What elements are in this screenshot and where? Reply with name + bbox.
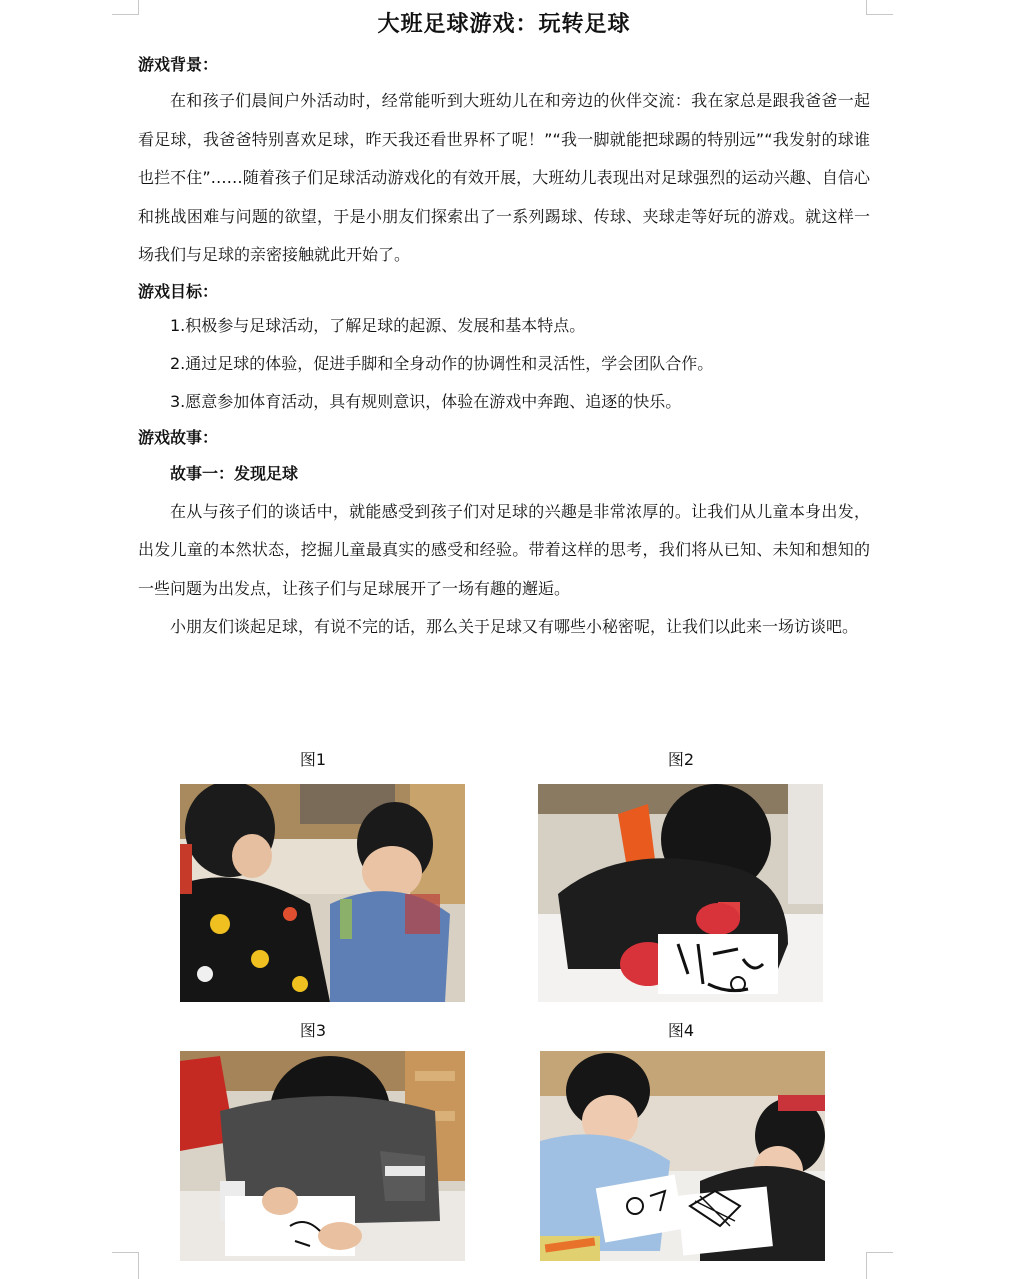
figure-1-photo: [180, 784, 465, 1002]
figure-2-caption: 图2: [667, 750, 695, 769]
goal-item-1: 1.积极参与足球活动，了解足球的起源、发展和基本特点。: [170, 315, 586, 335]
figure-3-caption: 图3: [299, 1021, 327, 1040]
story-paragraph-2: 小朋友们谈起足球，有说不完的话，那么关于足球又有哪些小秘密呢，让我们以此来一场访谈吧。: [170, 617, 859, 636]
crop-mark-top-right: [866, 0, 893, 15]
story-subheading: 故事一：发现足球: [170, 463, 299, 483]
goals-heading: 游戏目标：: [138, 281, 219, 301]
page-title: 大班足球游戏：玩转足球: [377, 12, 631, 37]
crop-mark-top-left: [112, 0, 139, 15]
background-paragraph: 在和孩子们晨间户外活动时，经常能听到大班幼儿在和旁边的伙伴交流：我在家总是跟我爸爸一起看足球，我爸爸特别喜欢足球，昨天我还看世界杯了呢！”“我一脚就能把球踢的特别远”“我发射的球谁也拦不住”……随着孩子们足球活动游戏化的有效开展，大班幼儿表现出对足球强烈的运动兴趣、自信心和挑战困难与问题的欲望，于是小朋友们探索出了一系列踢球、传球、夹球走等好玩的游戏。就这样一场我们与足球的亲密接触就此开始了。: [138, 91, 870, 264]
figure-2-photo: [538, 784, 823, 1002]
goal-item-3: 3.愿意参加体育活动，具有规则意识，体验在游戏中奔跑、追逐的快乐。: [170, 391, 682, 411]
figure-4-photo: [540, 1051, 825, 1261]
story-heading: 游戏故事：: [138, 427, 219, 447]
crop-mark-bottom-left: [112, 1252, 139, 1279]
story-paragraph-1: 在从与孩子们的谈话中，就能感受到孩子们对足球的兴趣是非常浓厚的。让我们从儿童本身出发，出发儿童的本然状态，挖掘儿童最真实的感受和经验。带着这样的思考，我们将从已知、未知和想知的一些问题为出发点，让孩子们与足球展开了一场有趣的邂逅。: [138, 501, 870, 598]
crop-mark-bottom-right: [866, 1252, 893, 1279]
background-heading: 游戏背景：: [138, 55, 219, 74]
figure-4-caption: 图4: [667, 1021, 695, 1040]
figure-3-photo: [180, 1051, 465, 1261]
figure-1-caption: 图1: [299, 750, 327, 769]
document-page: [138, 0, 870, 647]
goal-item-2: 2.通过足球的体验，促进手脚和全身动作的协调性和灵活性，学会团队合作。: [170, 353, 714, 373]
